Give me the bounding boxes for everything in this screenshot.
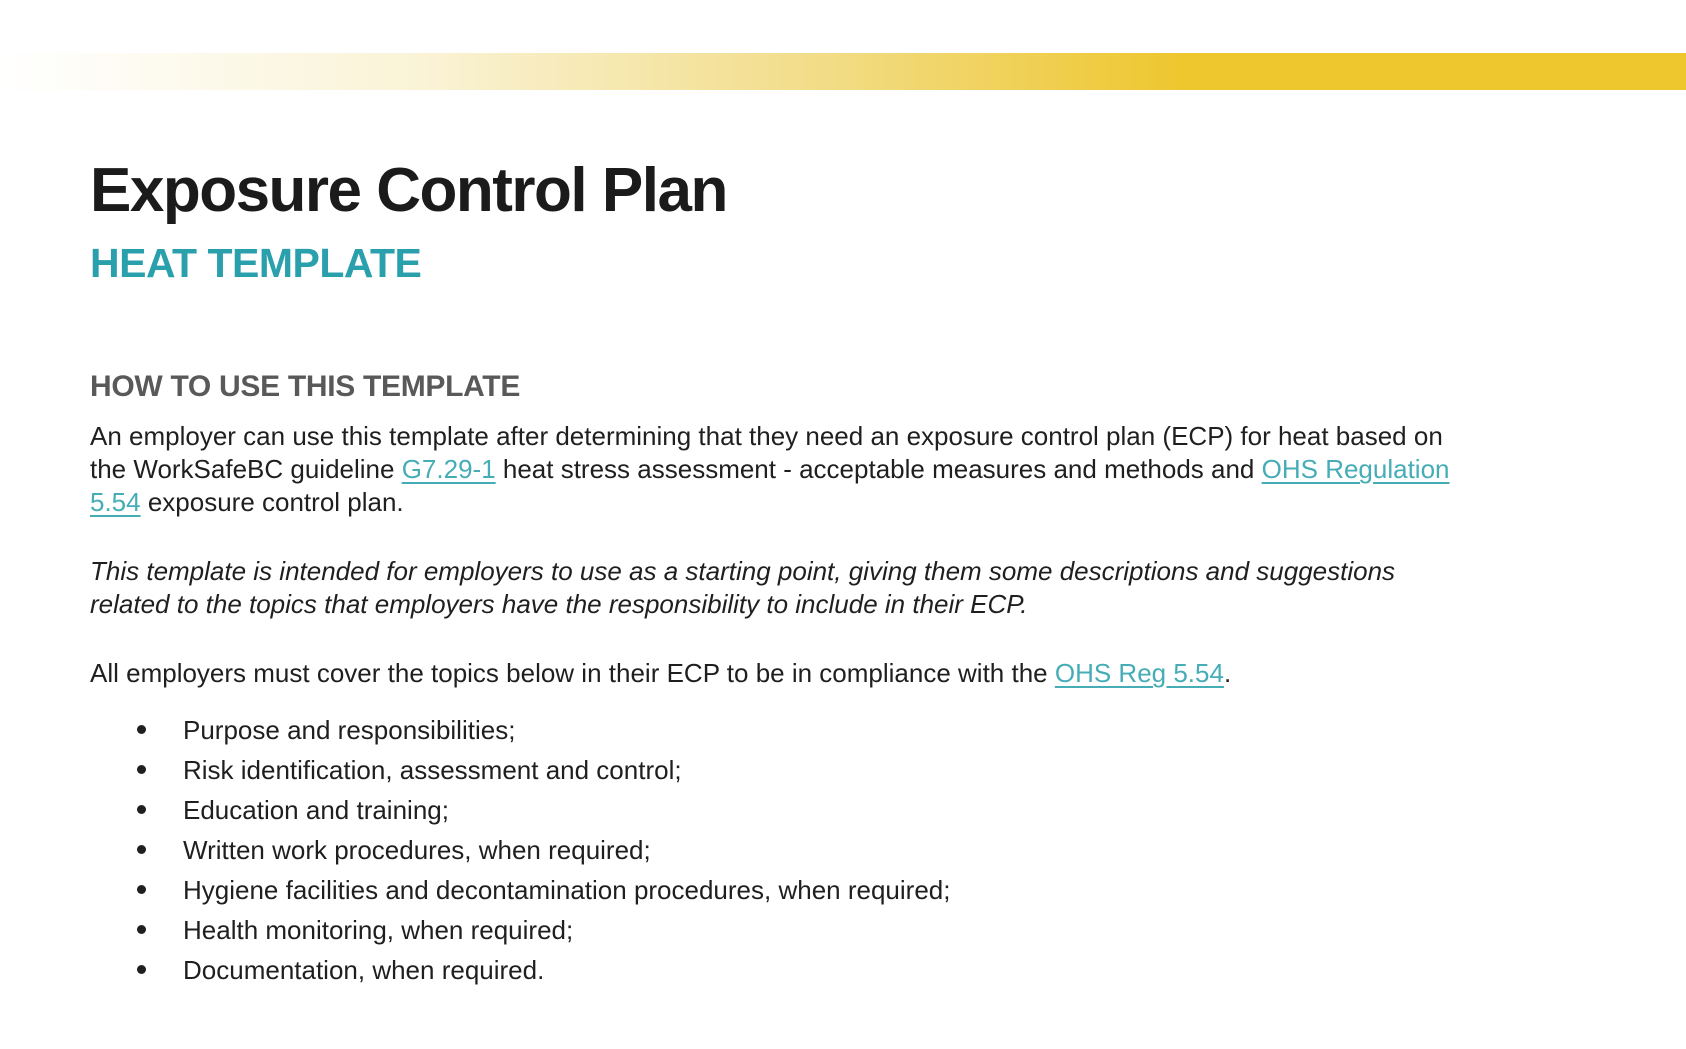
link-guideline-g7-29-1[interactable]: G7.29-1	[401, 454, 496, 484]
compliance-paragraph	[90, 657, 1480, 690]
list-item: Risk identification, assessment and control;	[183, 750, 1480, 790]
intro-paragraph-text-2: heat stress assessment - acceptable measures and methods and	[495, 454, 1262, 484]
list-item: Education and training;	[183, 790, 1480, 830]
document-title: Exposure Control Plan	[90, 156, 727, 225]
section-heading-how-to-use: HOW TO USE THIS TEMPLATE	[90, 370, 521, 403]
intro-paragraph-text-1: An employer can use this template after determining that they need an exposure control plan (ECP) for heat based on the WorkSafeBC guideline	[90, 421, 1443, 484]
compliance-paragraph-text-2: .	[1223, 658, 1232, 688]
ecp-topics-list	[90, 710, 1480, 990]
list-item: Health monitoring, when required;	[183, 910, 1480, 950]
compliance-paragraph-text-1: All employers must cover the topics below in their ECP to be in compliance with the	[90, 658, 1055, 688]
link-ohs-regulation-5-54[interactable]: OHS Regulation 5.54	[90, 454, 1450, 517]
list-item: Documentation, when required.	[183, 950, 1480, 990]
link-ohs-reg-5-54[interactable]: OHS Reg 5.54	[1054, 658, 1224, 688]
list-item: Purpose and responsibilities;	[183, 710, 1480, 750]
intro-paragraph	[90, 420, 1480, 519]
document-subtitle: HEAT TEMPLATE	[90, 240, 422, 286]
template-purpose-paragraph: This template is intended for employers to use as a starting point, giving them some descriptions and suggestions related to the topics that employers have the responsibility to include in their ECP.	[90, 556, 1396, 619]
list-item: Hygiene facilities and decontamination procedures, when required;	[183, 870, 1480, 910]
intro-paragraph-text-3: exposure control plan.	[140, 487, 404, 517]
document-page	[90, 158, 1480, 990]
accent-gradient-bar	[0, 53, 1686, 90]
list-item: Written work procedures, when required;	[183, 830, 1480, 870]
